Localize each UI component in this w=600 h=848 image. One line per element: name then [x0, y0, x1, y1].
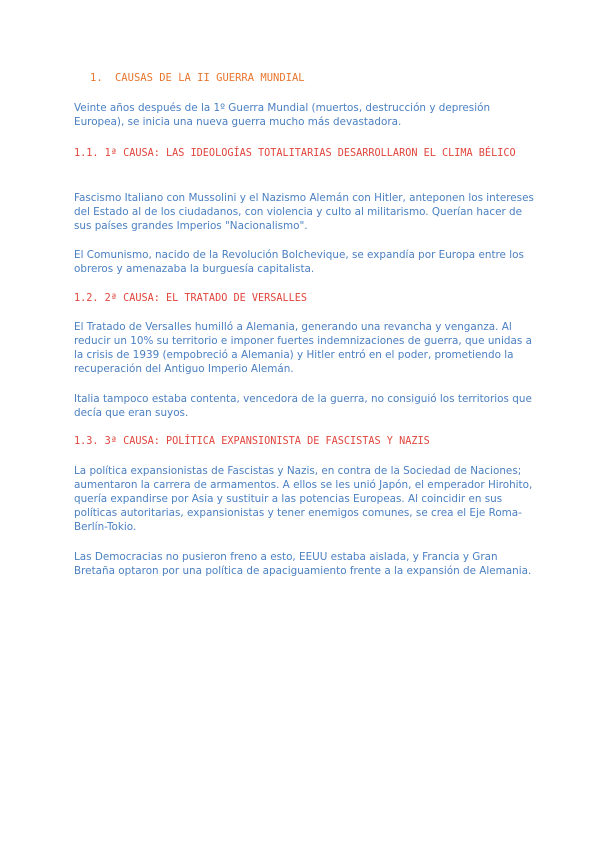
section-heading-1: 1.1. 1ª CAUSA: LAS IDEOLOGÍAS TOTALITARIAS DESARROLLARON EL CLIMA BÉLICO — [74, 148, 516, 159]
title-text: CAUSAS DE LA II GUERRA MUNDIAL — [114, 72, 305, 84]
section-2-paragraph-2: Italia tampoco estaba contenta, vencedora de la guerra, no consiguió los territorios que decía que eran suyos. — [74, 393, 532, 419]
section-3-paragraph-2: Las Democracias no pusieron freno a esto, EEUU estaba aislada, y Francia y Gran Bretaña optaron por una política de apaciguamiento frente a la expansión de Alemania. — [74, 551, 532, 577]
section-1-paragraph-2: El Comunismo, nacido de la Revolución Bolchevique, se expandía por Europa entre los obreros y amenazaba la burguesía capitalista. — [74, 249, 524, 275]
section-1-paragraph-1: Fascismo Italiano con Mussolini y el Nazismo Alemán con Hitler, anteponen los intereses del Estado al de los ciudadanos, con violencia y culto al militarismo. Querían hacer de sus países grandes Imperios "Nacionalismo". — [74, 192, 534, 232]
title-number: 1. — [90, 72, 103, 84]
section-3-paragraph-1: La política expansionistas de Fascistas y Nazis, en contra de la Sociedad de Naciones; aumentaron la carrera de armamentos. A ellos se les unió Japón, el emperador Hirohito, quería expandirse por Asia y sustituir a las potencias Europeas. Al coincidir en sus políticas autoritarias, expansionistas y tener enemigos comunes, se crea el Eje Roma-Berlín-Tokio. — [74, 465, 533, 533]
document-title — [90, 72, 305, 84]
intro-paragraph: Veinte años después de la 1º Guerra Mundial (muertos, destrucción y depresión Europea), se inicia una nueva guerra mucho más devastadora. — [74, 102, 491, 128]
section-heading-2: 1.2. 2ª CAUSA: EL TRATADO DE VERSALLES — [74, 293, 308, 304]
section-2-paragraph-1: El Tratado de Versalles humilló a Alemania, generando una revancha y venganza. Al reducir un 10% su territorio e imponer fuertes indemnizaciones de guerra, que unidas a la crisis de 1939 (empobreció a Alemania) y Hitler entró en el poder, prometiendo la recuperación del Antiguo Imperio Alemán. — [74, 321, 532, 375]
section-heading-3: 1.3. 3ª CAUSA: POLÍTICA EXPANSIONISTA DE FASCISTAS Y NAZIS — [74, 436, 430, 447]
